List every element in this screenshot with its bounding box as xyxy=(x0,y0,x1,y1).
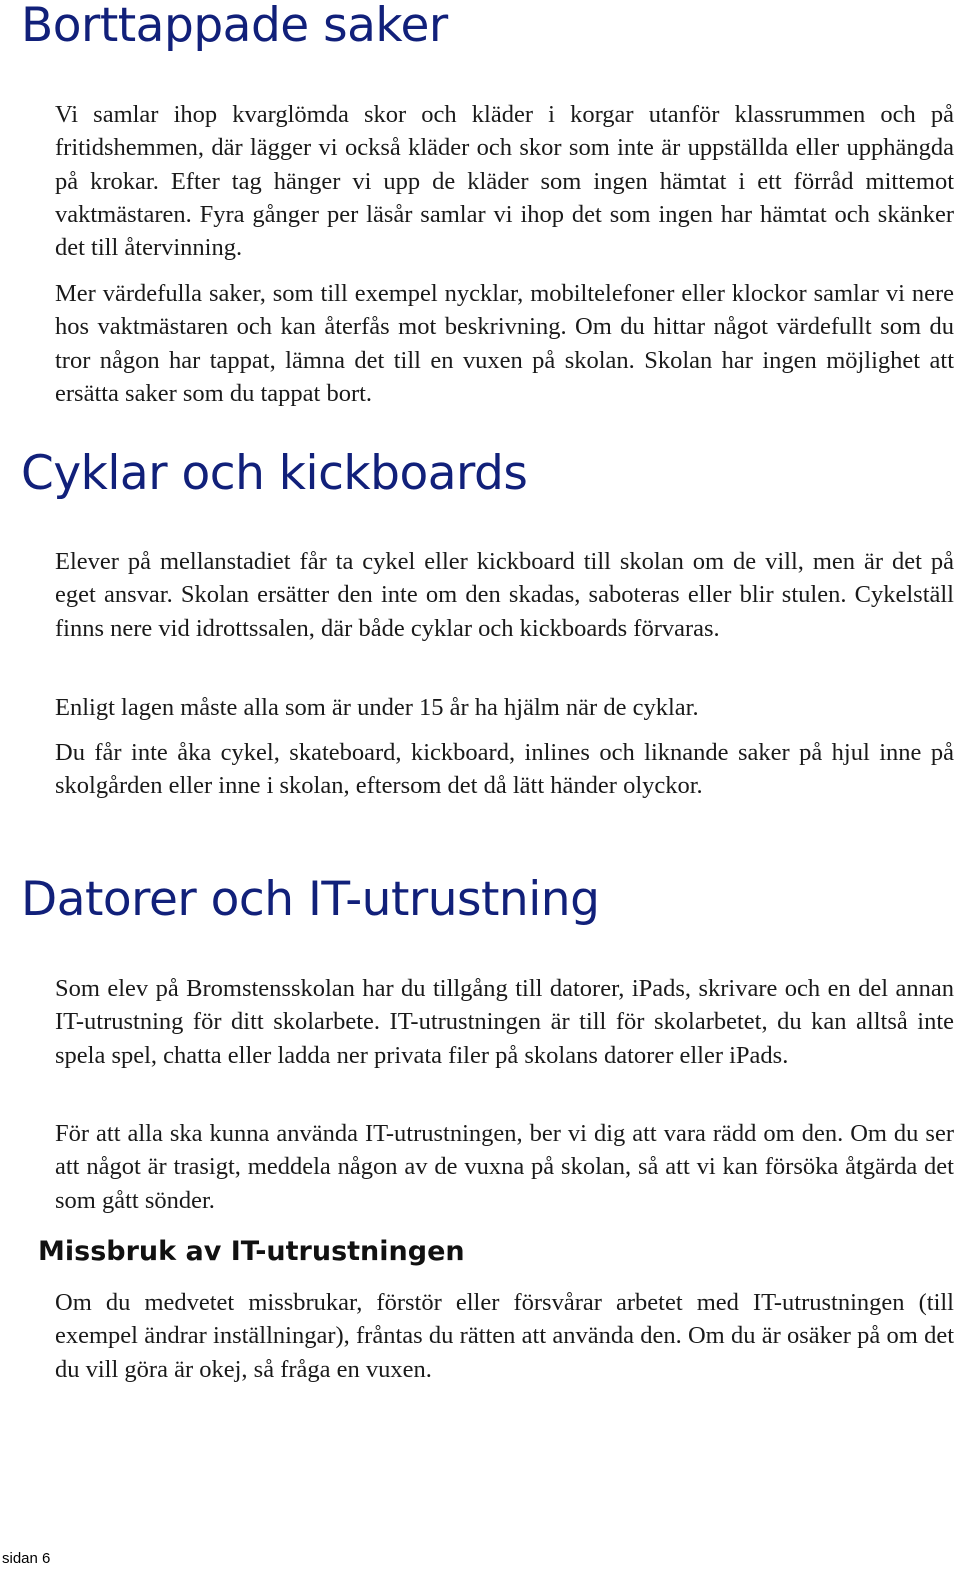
paragraph-it-misuse: Om du medvetet missbrukar, förstör eller försvårar arbetet med IT-utrustningen (till exempel ändrar inställningar), fråntas du rätten att använda den. Om du är osäker på om det du vill göra är okej, så fråga en vuxen. xyxy=(55,1289,954,1383)
paragraph-no-wheels-schoolyard: Du får inte åka cykel, skateboard, kickboard, inlines och liknande saker på hjul inne på skolgården eller inne i skolan, eftersom det då lätt händer olyckor. xyxy=(55,739,954,800)
heading-cyklar-och-kickboards: Cyklar och kickboards xyxy=(21,446,528,501)
page-number: sidan 6 xyxy=(2,1550,51,1567)
paragraph-lost-items-valuables: Mer värdefulla saker, som till exempel nycklar, mobiltelefoner eller klockor samlar vi nere hos vaktmästaren och kan återfås mot beskrivning. Om du hittar något värdefullt som du tror någon har tappat, lämna det till en vuxen på skolan. Skolan har ingen möjlighet att ersätta saker som du tappat bort. xyxy=(55,280,954,407)
paragraph-lost-items-clothes: Vi samlar ihop kvarglömda skor och kläder i korgar utanför klassrummen och på fritidshemmen, där lägger vi också kläder och skor som inte är uppställda eller upphängda på krokar. Efter tag hänger vi upp de kläder som ingen hämtat i ett förråd mittemot vaktmästaren. Fyra gånger per läsår samlar vi ihop det som ingen har hämtat och skänker det till återvinning. xyxy=(55,101,954,262)
heading-borttappade-saker: Borttappade saker xyxy=(21,0,448,53)
subheading-missbruk-av-it-utrustningen: Missbruk av IT-utrustningen xyxy=(38,1236,465,1267)
paragraph-it-care: För att alla ska kunna använda IT-utrustningen, ber vi dig att vara rädd om den. Om du ser att något är trasigt, meddela någon av de vuxna på skolan, så att vi kan försöka åtgärda det som gått sönder. xyxy=(55,1120,954,1214)
paragraph-it-access: Som elev på Bromstensskolan har du tillgång till datorer, iPads, skrivare och en del annan IT-utrustning för ditt skolarbete. IT-utrustningen är till för skolarbetet, du kan alltså inte spela spel, chatta eller ladda ner privata filer på skolans datorer eller iPads. xyxy=(55,975,954,1069)
paragraph-helmet-law: Enligt lagen måste alla som är under 15 år ha hjälm när de cyklar. xyxy=(55,694,699,721)
heading-datorer-och-it-utrustning: Datorer och IT-utrustning xyxy=(21,872,600,927)
paragraph-bikes-responsibility: Elever på mellanstadiet får ta cykel eller kickboard till skolan om de vill, men är det på eget ansvar. Skolan ersätter den inte om den skadas, saboteras eller blir stulen. Cykelställ finns nere vid idrottssalen, där både cyklar och kickboards förvaras. xyxy=(55,548,954,642)
